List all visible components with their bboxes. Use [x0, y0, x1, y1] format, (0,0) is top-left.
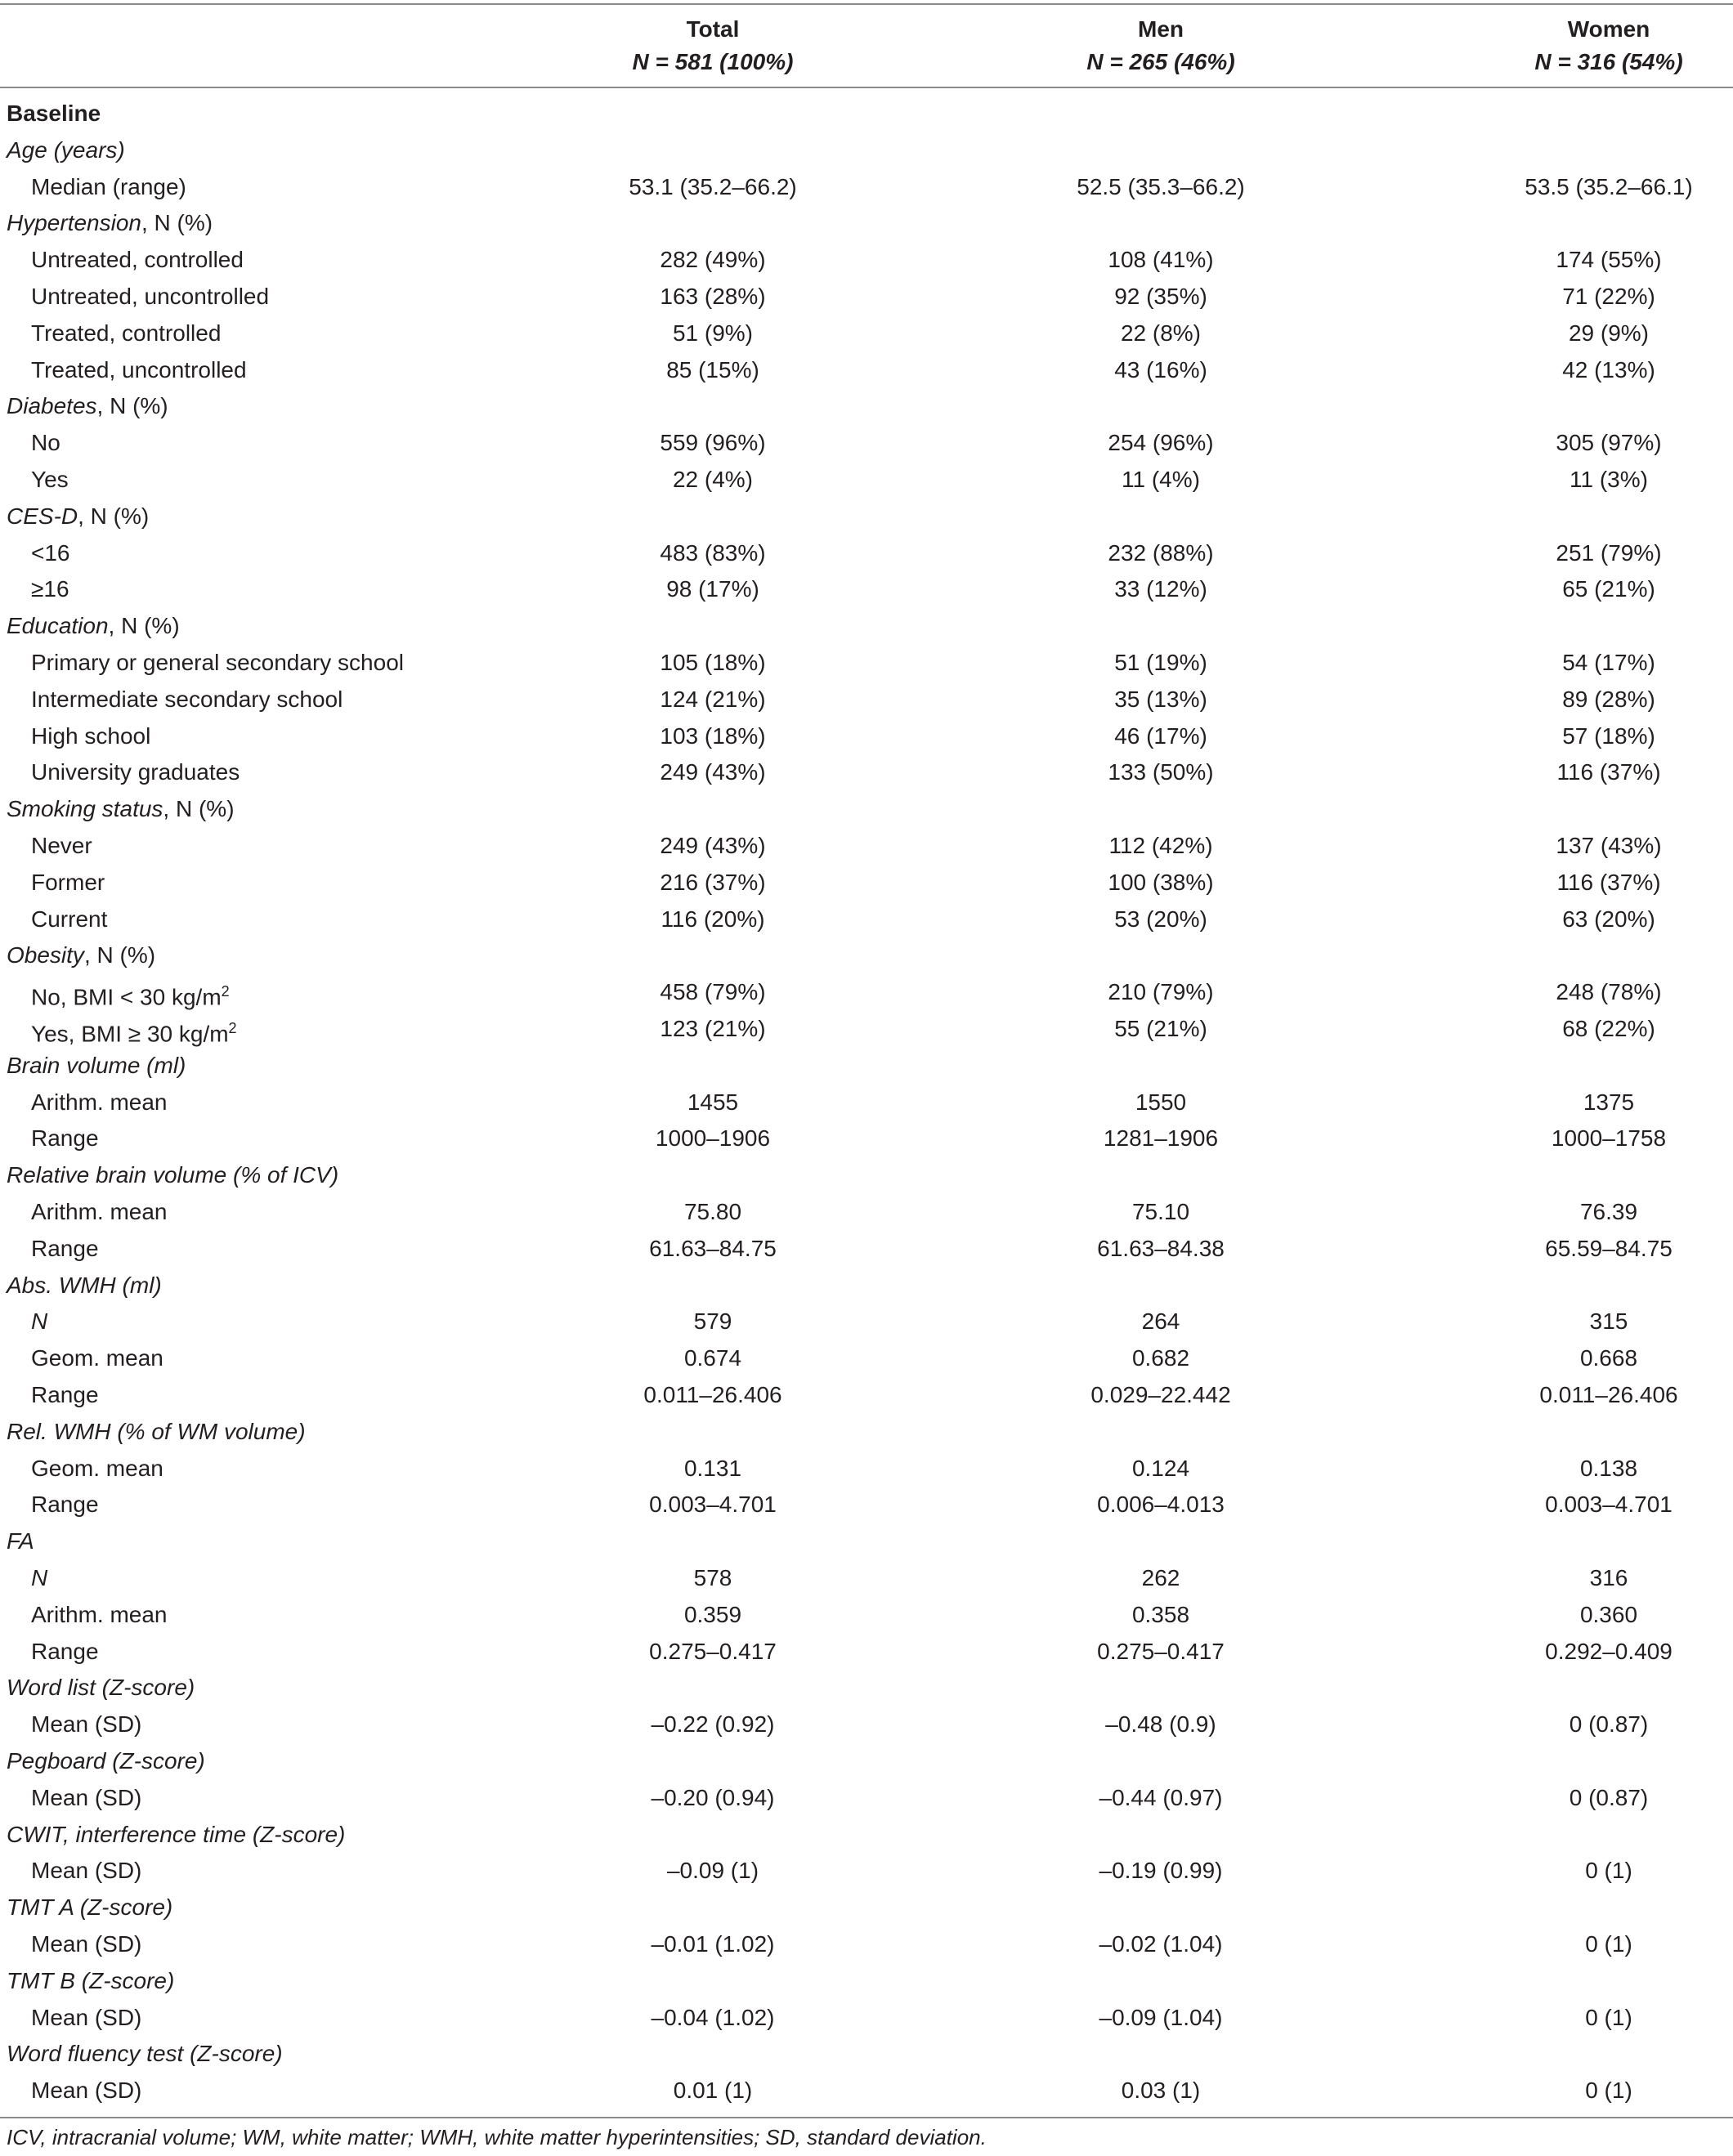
- cell-women: 65 (21%): [1562, 576, 1655, 602]
- row-label-text: Arithm. mean: [31, 1199, 168, 1224]
- top-rule: [0, 3, 1733, 5]
- cell-women: 89 (28%): [1562, 686, 1655, 712]
- table-row: [0, 718, 1733, 754]
- cell-women: 0 (1): [1585, 2004, 1632, 2030]
- row-label-text: Mean (SD): [31, 1931, 142, 1957]
- cell-women: 65.59–84.75: [1545, 1235, 1673, 1261]
- cell-total: 0.131: [683, 1455, 742, 1481]
- category-row: [0, 790, 1733, 827]
- cell-men: –0.09 (1.04): [1099, 2004, 1223, 2030]
- row-label: [31, 827, 92, 864]
- cell-total: 103 (18%): [660, 722, 766, 749]
- cell-total: 1455: [687, 1089, 739, 1115]
- cell-men: –0.19 (0.99): [1099, 1858, 1223, 1884]
- table-row: [0, 1084, 1733, 1120]
- row-label: [31, 570, 69, 607]
- row-label: [31, 681, 343, 718]
- table-row: [0, 461, 1733, 498]
- row-label: [31, 1084, 168, 1120]
- table-row: [0, 1303, 1733, 1340]
- row-label: [31, 1706, 141, 1742]
- row-label-text: Relative brain volume (% of ICV): [7, 1162, 339, 1188]
- cell-men: 0.358: [1131, 1601, 1190, 1627]
- row-label-text: Geom. mean: [31, 1455, 163, 1481]
- cell-men: –0.48 (0.9): [1105, 1711, 1216, 1738]
- row-label-text: Current: [31, 906, 108, 932]
- cell-total: –0.20 (0.94): [651, 1784, 775, 1810]
- row-label: [7, 1669, 195, 1706]
- cell-total: 0.011–26.406: [643, 1382, 782, 1407]
- cell-women: 57 (18%): [1562, 722, 1655, 749]
- row-label-text: Mean (SD): [31, 2078, 142, 2104]
- table-row: [0, 1193, 1733, 1230]
- category-row: [0, 1047, 1733, 1084]
- table-row: [0, 241, 1733, 278]
- table-row: [0, 1486, 1733, 1523]
- cell-total: 61.63–84.75: [649, 1235, 777, 1261]
- category-row: [0, 2035, 1733, 2072]
- table-row: [0, 570, 1733, 607]
- row-label-text: Age (years): [7, 136, 125, 163]
- row-label-text: Word list (Z-score): [7, 1675, 195, 1701]
- row-label-text: Baseline: [7, 101, 101, 126]
- row-label-text: Mean (SD): [31, 2004, 142, 2030]
- table-row: [0, 1633, 1733, 1670]
- cell-men: 43 (16%): [1114, 356, 1207, 382]
- cell-men: 92 (35%): [1114, 284, 1207, 309]
- cell-men: 0.006–4.013: [1097, 1492, 1225, 1518]
- row-label: [7, 1047, 186, 1084]
- row-label-text: TMT B (Z-score): [7, 1967, 175, 1993]
- column-sample-size: N = 316 (54%): [1534, 49, 1683, 74]
- cell-total: 85 (15%): [666, 356, 759, 382]
- cell-total: 458 (79%): [660, 979, 766, 1005]
- row-label: [31, 644, 404, 681]
- row-label: [31, 315, 221, 351]
- cell-men: 264: [1141, 1308, 1180, 1335]
- row-label-text: Intermediate secondary school: [31, 686, 343, 712]
- cell-women: 76.39: [1579, 1199, 1638, 1224]
- row-label-text: Mean (SD): [31, 1784, 142, 1810]
- section-header-row: [0, 95, 1733, 132]
- cell-men: 210 (79%): [1108, 979, 1214, 1005]
- cell-men: 53 (20%): [1114, 906, 1207, 932]
- table-row: [0, 754, 1733, 790]
- cell-men: 75.10: [1131, 1199, 1190, 1224]
- row-label: [31, 1779, 141, 1816]
- cell-men: 22 (8%): [1120, 320, 1202, 346]
- row-label: [7, 1523, 34, 1559]
- row-label: [31, 1120, 99, 1156]
- row-label: [7, 1889, 172, 1926]
- row-label: [7, 1267, 162, 1304]
- row-label: [31, 1376, 99, 1413]
- cell-women: 54 (17%): [1562, 650, 1655, 675]
- table-row: [0, 1596, 1733, 1633]
- table-footnote: ICV, intracranial volume; WM, white matter; WMH, white matter hyperintensities; SD, standard deviation.: [7, 2125, 987, 2149]
- row-label: [31, 1596, 168, 1633]
- row-label-suffix: , N (%): [141, 210, 213, 236]
- row-label: [7, 1816, 345, 1853]
- row-label-text: Pegboard (Z-score): [7, 1748, 205, 1774]
- cell-women: 0.360: [1579, 1601, 1638, 1627]
- table-row: [0, 424, 1733, 461]
- row-label-suffix: , N (%): [83, 942, 156, 968]
- cell-women: 11 (3%): [1570, 467, 1648, 492]
- table-row: [0, 1010, 1733, 1047]
- category-row: [0, 204, 1733, 241]
- cell-total: 75.80: [683, 1199, 742, 1224]
- cell-women: 251 (79%): [1556, 539, 1662, 566]
- cell-total: 98 (17%): [666, 576, 759, 602]
- cell-women: 71 (22%): [1562, 284, 1655, 309]
- row-label-text: Education: [7, 613, 109, 639]
- row-label: [7, 132, 125, 168]
- cell-total: 483 (83%): [660, 539, 766, 566]
- column-title: Total: [686, 16, 740, 42]
- row-label: [7, 1742, 205, 1779]
- cell-men: 262: [1141, 1565, 1180, 1590]
- cell-women: 1375: [1583, 1089, 1635, 1115]
- cell-women: 0 (0.87): [1569, 1784, 1649, 1810]
- cell-men: 35 (13%): [1114, 686, 1207, 712]
- row-label-text: No, BMI < 30 kg/m: [31, 984, 222, 1010]
- row-label-text: Word fluency test (Z-score): [7, 2041, 283, 2067]
- row-label-text: Median (range): [31, 173, 186, 199]
- cell-total: –0.01 (1.02): [651, 1931, 775, 1957]
- cell-women: 42 (13%): [1562, 356, 1655, 382]
- row-label-text: Mean (SD): [31, 1858, 142, 1884]
- row-label: [31, 1486, 99, 1523]
- cell-men: –0.02 (1.04): [1099, 1931, 1223, 1957]
- category-row: [0, 1889, 1733, 1926]
- row-label: [31, 1193, 168, 1230]
- category-row: [0, 1267, 1733, 1304]
- cell-women: 0.138: [1579, 1455, 1638, 1481]
- cell-men: 254 (96%): [1108, 430, 1214, 456]
- cell-women: 0 (1): [1585, 1858, 1632, 1884]
- table-row: [0, 535, 1733, 571]
- cell-women: 1000–1758: [1551, 1125, 1667, 1152]
- table-row: [0, 864, 1733, 901]
- cell-women: 29 (9%): [1568, 320, 1650, 346]
- row-label-text: Treated, controlled: [31, 320, 222, 346]
- category-row: [0, 1742, 1733, 1779]
- table-row: [0, 1120, 1733, 1156]
- row-label: [31, 168, 186, 205]
- row-label-superscript: 2: [221, 983, 230, 1000]
- row-label: [31, 535, 70, 571]
- row-label: [31, 1230, 99, 1267]
- row-label-text: Untreated, controlled: [31, 247, 244, 273]
- cell-total: 0.275–0.417: [649, 1638, 777, 1664]
- row-label-text: CES-D: [7, 503, 78, 529]
- cell-women: 0.292–0.409: [1545, 1638, 1673, 1664]
- row-label-text: Smoking status: [7, 796, 163, 822]
- row-label: [31, 351, 247, 388]
- cell-total: 216 (37%): [660, 869, 766, 895]
- table-row: [0, 1450, 1733, 1487]
- row-label-suffix: , N (%): [163, 796, 235, 822]
- table-row: [0, 681, 1733, 718]
- row-label-text: No: [31, 430, 60, 456]
- column-header-total: [549, 13, 876, 78]
- cell-total: 0.003–4.701: [649, 1492, 777, 1518]
- table-row: [0, 1999, 1733, 2036]
- row-label: [31, 1852, 141, 1889]
- row-label-text: ≥16: [31, 576, 69, 602]
- cell-total: 105 (18%): [660, 650, 766, 675]
- row-label: [31, 901, 107, 937]
- cell-women: 248 (78%): [1556, 979, 1662, 1005]
- row-label: [31, 1450, 163, 1487]
- table-row: [0, 1706, 1733, 1742]
- cell-women: 0.003–4.701: [1545, 1492, 1673, 1518]
- cell-women: 316: [1589, 1565, 1628, 1590]
- column-header-men: [997, 13, 1324, 78]
- cell-total: –0.22 (0.92): [651, 1711, 775, 1738]
- row-label: [31, 1010, 237, 1052]
- cell-men: 112 (42%): [1108, 833, 1213, 858]
- row-label-text: Treated, uncontrolled: [31, 356, 247, 382]
- cell-total: 0.674: [683, 1345, 742, 1371]
- row-label-text: Yes: [31, 467, 69, 492]
- cell-total: 559 (96%): [660, 430, 766, 456]
- cell-men: 55 (21%): [1114, 1016, 1207, 1041]
- cell-total: –0.04 (1.02): [651, 2004, 775, 2030]
- row-label-text: Range: [31, 1382, 99, 1407]
- row-label-text: Yes, BMI ≥ 30 kg/m: [31, 1021, 229, 1047]
- category-row: [0, 387, 1733, 424]
- row-label-suffix: , N (%): [108, 613, 180, 639]
- row-label: [31, 973, 230, 1015]
- cell-men: 46 (17%): [1114, 722, 1207, 749]
- cell-men: –0.44 (0.97): [1099, 1784, 1223, 1810]
- category-row: [0, 1413, 1733, 1450]
- row-label-text: Range: [31, 1492, 99, 1518]
- row-label: [31, 1303, 47, 1340]
- row-label: [7, 607, 180, 644]
- row-label-text: Range: [31, 1125, 99, 1152]
- cell-total: 124 (21%): [660, 686, 766, 712]
- cell-men: 0.682: [1131, 1345, 1190, 1371]
- row-label-text: Untreated, uncontrolled: [31, 284, 270, 309]
- header-rule: [0, 87, 1733, 88]
- category-row: [0, 498, 1733, 535]
- category-row: [0, 937, 1733, 973]
- column-title: Men: [1138, 16, 1184, 42]
- row-label: [31, 1559, 47, 1596]
- column-sample-size: N = 265 (46%): [1086, 49, 1235, 74]
- row-label: [7, 387, 168, 424]
- row-label-text: Former: [31, 869, 105, 895]
- cell-total: 579: [693, 1308, 732, 1335]
- cell-women: 116 (37%): [1556, 759, 1661, 785]
- row-label-superscript: 2: [228, 1020, 237, 1036]
- row-label: [7, 95, 101, 132]
- cell-women: 53.5 (35.2–66.1): [1525, 173, 1693, 199]
- row-label: [7, 937, 155, 973]
- cell-men: 11 (4%): [1122, 467, 1200, 492]
- row-label: [7, 790, 235, 827]
- category-row: [0, 1669, 1733, 1706]
- row-label: [31, 864, 105, 901]
- table-row: [0, 315, 1733, 351]
- table-row: [0, 351, 1733, 388]
- table-row: [0, 1852, 1733, 1889]
- cell-men: 0.03 (1): [1121, 2078, 1201, 2104]
- cell-men: 100 (38%): [1108, 869, 1214, 895]
- cell-men: 133 (50%): [1108, 759, 1214, 785]
- row-label: [7, 2035, 283, 2072]
- row-label-text: Abs. WMH (ml): [7, 1272, 162, 1298]
- category-row: [0, 1523, 1733, 1559]
- cell-total: 123 (21%): [660, 1016, 766, 1041]
- table-row: [0, 644, 1733, 681]
- cell-men: 0.275–0.417: [1097, 1638, 1225, 1664]
- cell-total: 0.359: [683, 1601, 742, 1627]
- row-label: [7, 1156, 338, 1193]
- table-row: [0, 1559, 1733, 1596]
- row-label-text: Geom. mean: [31, 1345, 163, 1371]
- row-label: [31, 718, 150, 754]
- row-label-text: TMT A (Z-score): [7, 1894, 173, 1921]
- bottom-rule: [0, 2117, 1733, 2118]
- table-row: [0, 1376, 1733, 1413]
- cell-total: 53.1 (35.2–66.2): [629, 173, 797, 199]
- row-label-text: University graduates: [31, 759, 240, 785]
- cell-total: 282 (49%): [660, 247, 766, 273]
- cell-women: 0 (0.87): [1569, 1711, 1649, 1738]
- row-label-text: Hypertension: [7, 210, 141, 236]
- row-label: [7, 498, 149, 535]
- row-label-text: Range: [31, 1638, 99, 1664]
- cell-total: 578: [693, 1565, 732, 1590]
- cell-women: 63 (20%): [1562, 906, 1655, 932]
- table-row: [0, 1230, 1733, 1267]
- cell-total: 22 (4%): [672, 467, 754, 492]
- row-label-suffix: , N (%): [78, 503, 150, 529]
- table-row: [0, 1779, 1733, 1816]
- table-row: [0, 168, 1733, 205]
- cell-total: 1000–1906: [655, 1125, 771, 1152]
- table-row: [0, 1926, 1733, 1962]
- row-label-text: Diabetes: [7, 393, 97, 419]
- cell-men: 0.029–22.442: [1090, 1382, 1231, 1407]
- row-label: [31, 241, 244, 278]
- row-label: [31, 1926, 141, 1962]
- row-label: [7, 204, 213, 241]
- category-row: [0, 1156, 1733, 1193]
- cell-men: 52.5 (35.3–66.2): [1077, 173, 1245, 199]
- cell-women: 68 (22%): [1562, 1016, 1655, 1041]
- row-label: [31, 754, 240, 790]
- row-label-text: Primary or general secondary school: [31, 650, 404, 675]
- row-label-text: Mean (SD): [31, 1711, 142, 1738]
- cell-women: 174 (55%): [1556, 247, 1662, 273]
- column-sample-size: N = 581 (100%): [632, 49, 794, 74]
- row-label-text: <16: [31, 539, 70, 566]
- row-label-text: High school: [31, 722, 151, 749]
- row-label-text: Never: [31, 833, 92, 858]
- cell-women: 137 (43%): [1556, 833, 1662, 858]
- cell-total: 51 (9%): [672, 320, 754, 346]
- cell-men: 108 (41%): [1108, 247, 1214, 273]
- category-row: [0, 132, 1733, 168]
- cell-women: 315: [1589, 1308, 1628, 1335]
- cell-men: 61.63–84.38: [1097, 1235, 1225, 1261]
- cell-men: 0.124: [1131, 1455, 1190, 1481]
- row-label-text: Brain volume (ml): [7, 1052, 186, 1078]
- cell-total: 249 (43%): [660, 759, 766, 785]
- cell-total: –0.09 (1): [666, 1858, 759, 1884]
- cell-men: 1281–1906: [1103, 1125, 1219, 1152]
- row-label-text: FA: [7, 1528, 34, 1554]
- row-label: [31, 1340, 163, 1376]
- row-label-text: Arithm. mean: [31, 1601, 168, 1627]
- row-label: [31, 461, 69, 498]
- cell-men: 1550: [1135, 1089, 1187, 1115]
- row-label: [7, 1413, 306, 1450]
- row-label: [31, 1633, 99, 1670]
- row-label-text: Arithm. mean: [31, 1089, 168, 1115]
- category-row: [0, 607, 1733, 644]
- cell-total: 249 (43%): [660, 833, 766, 858]
- row-label-text: N: [31, 1308, 48, 1335]
- cell-women: 0 (1): [1585, 1931, 1632, 1957]
- column-header-women: [1445, 13, 1733, 78]
- row-label-text: Range: [31, 1235, 99, 1261]
- cell-total: 116 (20%): [661, 906, 765, 932]
- cell-women: 0.668: [1579, 1345, 1638, 1371]
- cell-women: 305 (97%): [1556, 430, 1662, 456]
- column-title: Women: [1567, 16, 1650, 42]
- cell-men: 232 (88%): [1108, 539, 1214, 566]
- row-label-suffix: , N (%): [96, 393, 168, 419]
- row-label: [31, 1999, 141, 2036]
- category-row: [0, 1962, 1733, 1999]
- cell-total: 0.01 (1): [673, 2078, 753, 2104]
- table-row: [0, 901, 1733, 937]
- table-row: [0, 278, 1733, 315]
- row-label: [31, 424, 60, 461]
- row-label-text: N: [31, 1565, 48, 1590]
- row-label: [31, 278, 269, 315]
- row-label: [31, 2072, 141, 2109]
- row-label: [7, 1962, 174, 1999]
- table-row: [0, 827, 1733, 864]
- row-label-text: CWIT, interference time (Z-score): [7, 1821, 346, 1847]
- cell-women: 0.011–26.406: [1539, 1382, 1678, 1407]
- cell-men: 51 (19%): [1114, 650, 1207, 675]
- cell-women: 116 (37%): [1556, 869, 1661, 895]
- category-row: [0, 1816, 1733, 1853]
- table-row: [0, 2072, 1733, 2109]
- cell-women: 0 (1): [1585, 2078, 1632, 2104]
- table-row: [0, 973, 1733, 1010]
- row-label-text: Obesity: [7, 942, 84, 968]
- row-label-text: Rel. WMH (% of WM volume): [7, 1418, 306, 1444]
- table-row: [0, 1340, 1733, 1376]
- cell-men: 33 (12%): [1114, 576, 1207, 602]
- cell-total: 163 (28%): [660, 284, 766, 309]
